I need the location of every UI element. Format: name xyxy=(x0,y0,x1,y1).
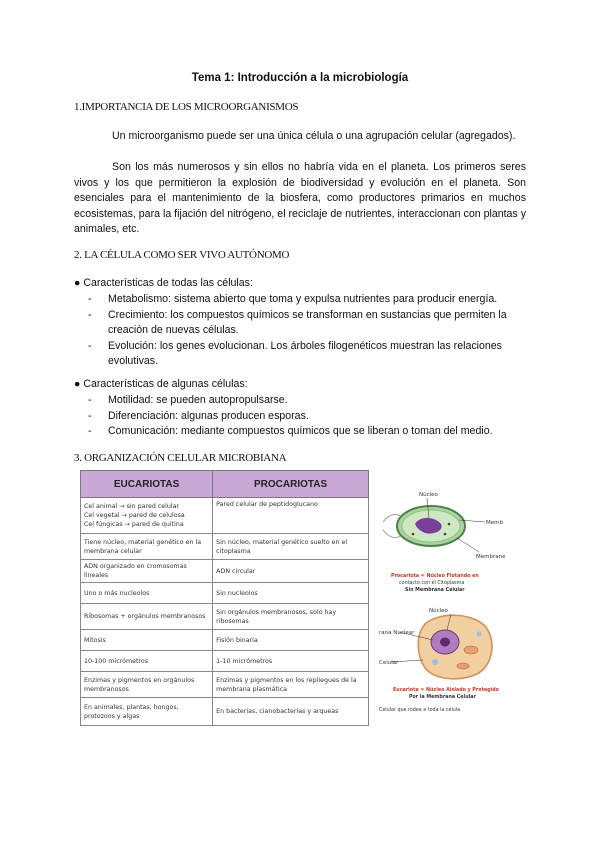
table-cell: Mitosis xyxy=(81,630,213,651)
table-header-eukaryotes: EUCARIOTAS xyxy=(81,471,213,498)
eukaryote-caption-1: Eucariota = Núcleo Aislado y Protegido xyxy=(393,688,499,693)
prokaryote-caption-3: Sin Membrana Celular xyxy=(405,588,465,593)
prokaryote-illustration xyxy=(383,498,485,552)
table-cell: 10-100 micrómetros xyxy=(81,651,213,672)
eukaryote-nucleus-label: Núcleo xyxy=(429,608,448,614)
table-cell: 1-10 micrómetros xyxy=(213,651,369,672)
table-cell: Fisión binaria xyxy=(213,630,369,651)
table-cell: Enzimas y pigmentos en orgánulos membranosos xyxy=(81,672,213,698)
table-cell: Tiene núcleo, material genético en la membrana celular xyxy=(81,534,213,560)
list-item: - Crecimiento: los compuestos químicos se transforman en sustancias que permiten la creación de nuevas células. xyxy=(88,308,528,339)
prokaryote-caption-2: contacto con el Citoplasma xyxy=(399,581,465,586)
some-cells-list xyxy=(88,393,528,440)
table-cell: Sin orgánulos membranosos, solo hay ribosomas xyxy=(213,604,369,630)
table-row xyxy=(81,498,369,534)
all-cells-list xyxy=(88,292,528,370)
section-2-heading: 2. LA CÉLULA COMO SER VIVO AUTÓNOMO xyxy=(74,249,290,261)
table-cell: En animales, plantas, hongos, protozoos y algas xyxy=(81,698,213,726)
list-item: - Diferenciación: algunas producen esporas. xyxy=(88,409,528,425)
table-cell: Uno o más nucleolos xyxy=(81,583,213,604)
table-header-prokaryotes: PROCARIOTAS xyxy=(213,471,369,498)
table-row xyxy=(81,651,369,672)
prokaryote-caption-1: Procariota = Núcleo Flotando en xyxy=(391,574,479,579)
cell-comparison-table xyxy=(80,470,369,726)
table-row xyxy=(81,534,369,560)
table-row xyxy=(81,630,369,651)
eukaryote-cell-label: Celular xyxy=(379,660,399,666)
eukaryote-illustration xyxy=(391,614,492,679)
section-1-paragraph-2: Son los más numerosos y sin ellos no habría vida en el planeta. Los primeros seres vivos y los que permitieron la explosión de biodiversidad y evolución en el planeta. Son esenciales para el mantenimiento de la biosfera, como productores primarios en muchos ecosistemas, para la fijación del nitrógeno, el reciclaje de nutrientes, interaccionan con plantas y animales, etc. xyxy=(74,161,526,235)
table-row xyxy=(81,672,369,698)
prokaryote-membrane-label: Membrane xyxy=(476,554,505,560)
table-row xyxy=(81,583,369,604)
eukaryote-nuclear-membrane-label: rana Nuclear xyxy=(379,630,415,636)
eukaryote-caption-2: Por la Membrana Celular xyxy=(409,695,476,700)
prokaryote-memb-label: Memb xyxy=(486,520,503,526)
table-cell: Cel animal → sin pared celular Cel vegetal → pared de celulosa Cel fúngicas → pared de quitina xyxy=(81,498,213,534)
list-item: - Metabolismo: sistema abierto que toma y expulsa nutrientes para producir energía. xyxy=(88,292,528,308)
table-row xyxy=(81,560,369,583)
section-3-heading: 3. ORGANIZACIÓN CELULAR MICROBIANA xyxy=(74,452,287,464)
table-cell: ADN circular xyxy=(213,560,369,583)
section-1-heading: 1.IMPORTANCIA DE LOS MICROORGANISMOS xyxy=(74,101,299,113)
all-cells-heading: ● Características de todas las células: xyxy=(74,277,253,289)
list-item: - Evolución: los genes evolucionan. Los árboles filogenéticos muestran las relaciones evolutivas. xyxy=(88,339,528,370)
table-cell: Pared celular de peptidoglucano xyxy=(213,498,369,534)
table-row xyxy=(81,698,369,726)
cell-diagram xyxy=(379,484,505,716)
prokaryote-nucleus-label: Núcleo xyxy=(419,492,438,498)
table-cell: ADN organizado en cromosomas lineales xyxy=(81,560,213,583)
table-cell: Sin nucleolos xyxy=(213,583,369,604)
table-row xyxy=(81,604,369,630)
list-item: - Comunicación: mediante compuestos químicos que se liberan o toman del medio. xyxy=(88,424,528,440)
table-cell: Ribosomas + orgánulos membranosos xyxy=(81,604,213,630)
page-title: Tema 1: Introducción a la microbiología xyxy=(191,72,409,84)
table-cell: En bacterias, cianobacterias y arqueas xyxy=(213,698,369,726)
list-item: - Motilidad: se pueden autopropulsarse. xyxy=(88,393,528,409)
table-cell: Enzimas y pigmentos en los repliegues de la membrana plasmática xyxy=(213,672,369,698)
eukaryote-caption-3: Celular que rodea a toda la célula xyxy=(379,708,461,713)
section-1-paragraph-1: Un microorganismo puede ser una única célula o una agrupación celular (agregados). xyxy=(112,130,516,142)
some-cells-heading: ● Características de algunas células: xyxy=(74,378,248,390)
table-cell: Sin núcleo, material genético suelto en el citoplasma xyxy=(213,534,369,560)
